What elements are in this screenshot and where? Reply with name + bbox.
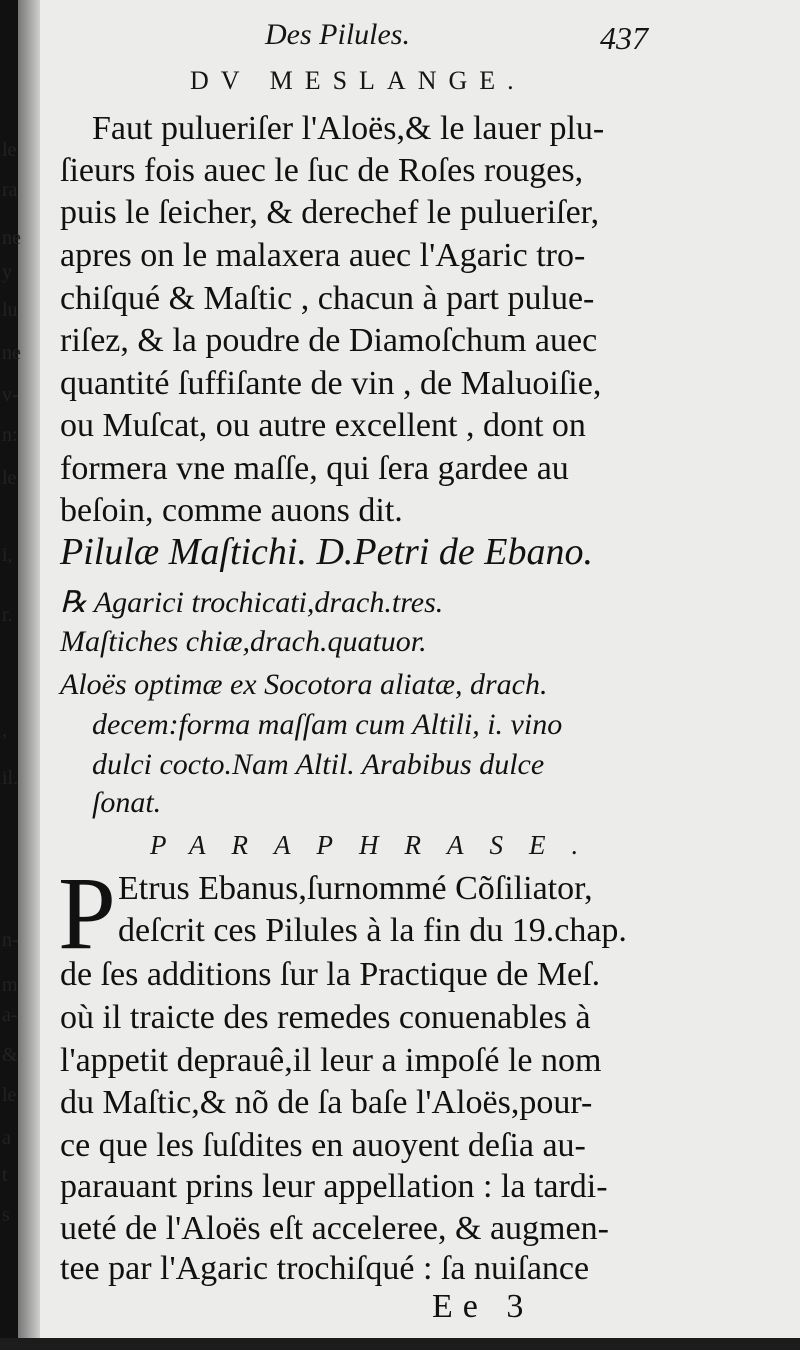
paraphrase-line: où il traicte des remedes conuenables à (60, 999, 591, 1036)
running-head-title: Des Pilules. (265, 18, 410, 51)
recipe-line: dulci cocto.Nam Altil. Arabibus dulce (92, 748, 545, 781)
paraphrase-line: parauant prins leur appellation : la tardi- (60, 1168, 608, 1205)
body-line: chiſqué & Maſtic , chacun à part pulue- (60, 280, 595, 317)
margin-fragment: a (2, 1127, 11, 1149)
page-bottom-edge (0, 1338, 800, 1350)
body-line: puis le ſeicher, & derechef le pulueriſer, (60, 194, 600, 231)
body-line: apres on le malaxera auec l'Agaric tro- (60, 237, 586, 274)
recipe-line: ℞ Agarici trochicati,drach.tres. (60, 586, 444, 619)
paraphrase-line: ce que les ſuſdites en auoyent deſia au- (60, 1127, 586, 1164)
drop-cap: P (58, 856, 116, 971)
margin-fragment: a- (2, 1004, 18, 1026)
paraphrase-line: ueté de l'Aloës eſt acceleree, & augmen- (60, 1210, 609, 1247)
body-line: riſez, & la poudre de Diamoſchum auec (60, 322, 598, 359)
recipe-line: Aloës optimæ ex Socotora aliatæ, drach. (60, 668, 548, 701)
margin-fragment: le (2, 139, 17, 161)
paraphrase-heading: PARAPHRASE. (150, 830, 605, 860)
margin-fragment: n- (2, 929, 19, 951)
margin-fragment: ne (2, 342, 21, 364)
margin-fragment: t (2, 1164, 8, 1186)
page-number: 437 (600, 20, 648, 56)
margin-fragment: lu (2, 299, 18, 321)
margin-fragment: le (2, 1084, 17, 1106)
margin-fragment: il. (2, 767, 19, 789)
paraphrase-line: Etrus Ebanus,ſurnommé Cõſiliator, (118, 870, 593, 907)
body-line: formera vne maſſe, qui ſera gardee au (60, 450, 569, 487)
margin-fragment: , (2, 719, 7, 741)
body-line: Faut pulueriſer l'Aloës,& le lauer plu- (92, 110, 605, 147)
paraphrase-line: du Maſtic,& nõ de ſa baſe l'Aloës,pour- (60, 1084, 593, 1121)
paraphrase-line: deſcrit ces Pilules à la fin du 19.chap. (118, 912, 627, 949)
margin-fragment: v- (2, 384, 19, 406)
section-heading: DV MESLANGE. (190, 66, 526, 95)
margin-fragment: s (2, 1204, 10, 1226)
margin-fragment: n: (2, 424, 18, 446)
signature-mark: Ee 3 (432, 1288, 534, 1325)
margin-fragment: ne (2, 227, 21, 249)
body-line: ſieurs fois auec le ſuc de Roſes rouges, (60, 152, 584, 189)
margin-fragment: le (2, 467, 17, 489)
margin-fragment: & (2, 1044, 18, 1066)
body-line: quantité ſuffiſante de vin , de Maluoiſie, (60, 365, 602, 402)
paraphrase-line: de ſes additions ſur la Practique de Meſ. (60, 956, 601, 993)
body-line: ou Muſcat, ou autre excellent , dont on (60, 407, 586, 444)
margin-fragment: ra (2, 179, 18, 201)
margin-fragment: y (2, 261, 12, 283)
margin-fragment: m (2, 974, 18, 996)
body-line: beſoin, comme auons dit. (60, 492, 403, 529)
recipe-line: ſonat. (92, 786, 162, 819)
recipe-line: decem:forma maſſam cum Altili, i. vino (92, 708, 563, 741)
margin-fragment: r. (2, 604, 13, 626)
paraphrase-line: l'appetit deprauê,il leur a impoſé le nom (60, 1042, 602, 1079)
paraphrase-line: tee par l'Agaric trochiſqué : ſa nuiſance (60, 1250, 590, 1287)
recipe-line: Maſtiches chiæ,drach.quatuor. (60, 625, 427, 658)
margin-fragment: i, (2, 544, 13, 566)
recipe-title: Pilulæ Maſtichi. D.Petri de Ebano. (60, 531, 593, 573)
